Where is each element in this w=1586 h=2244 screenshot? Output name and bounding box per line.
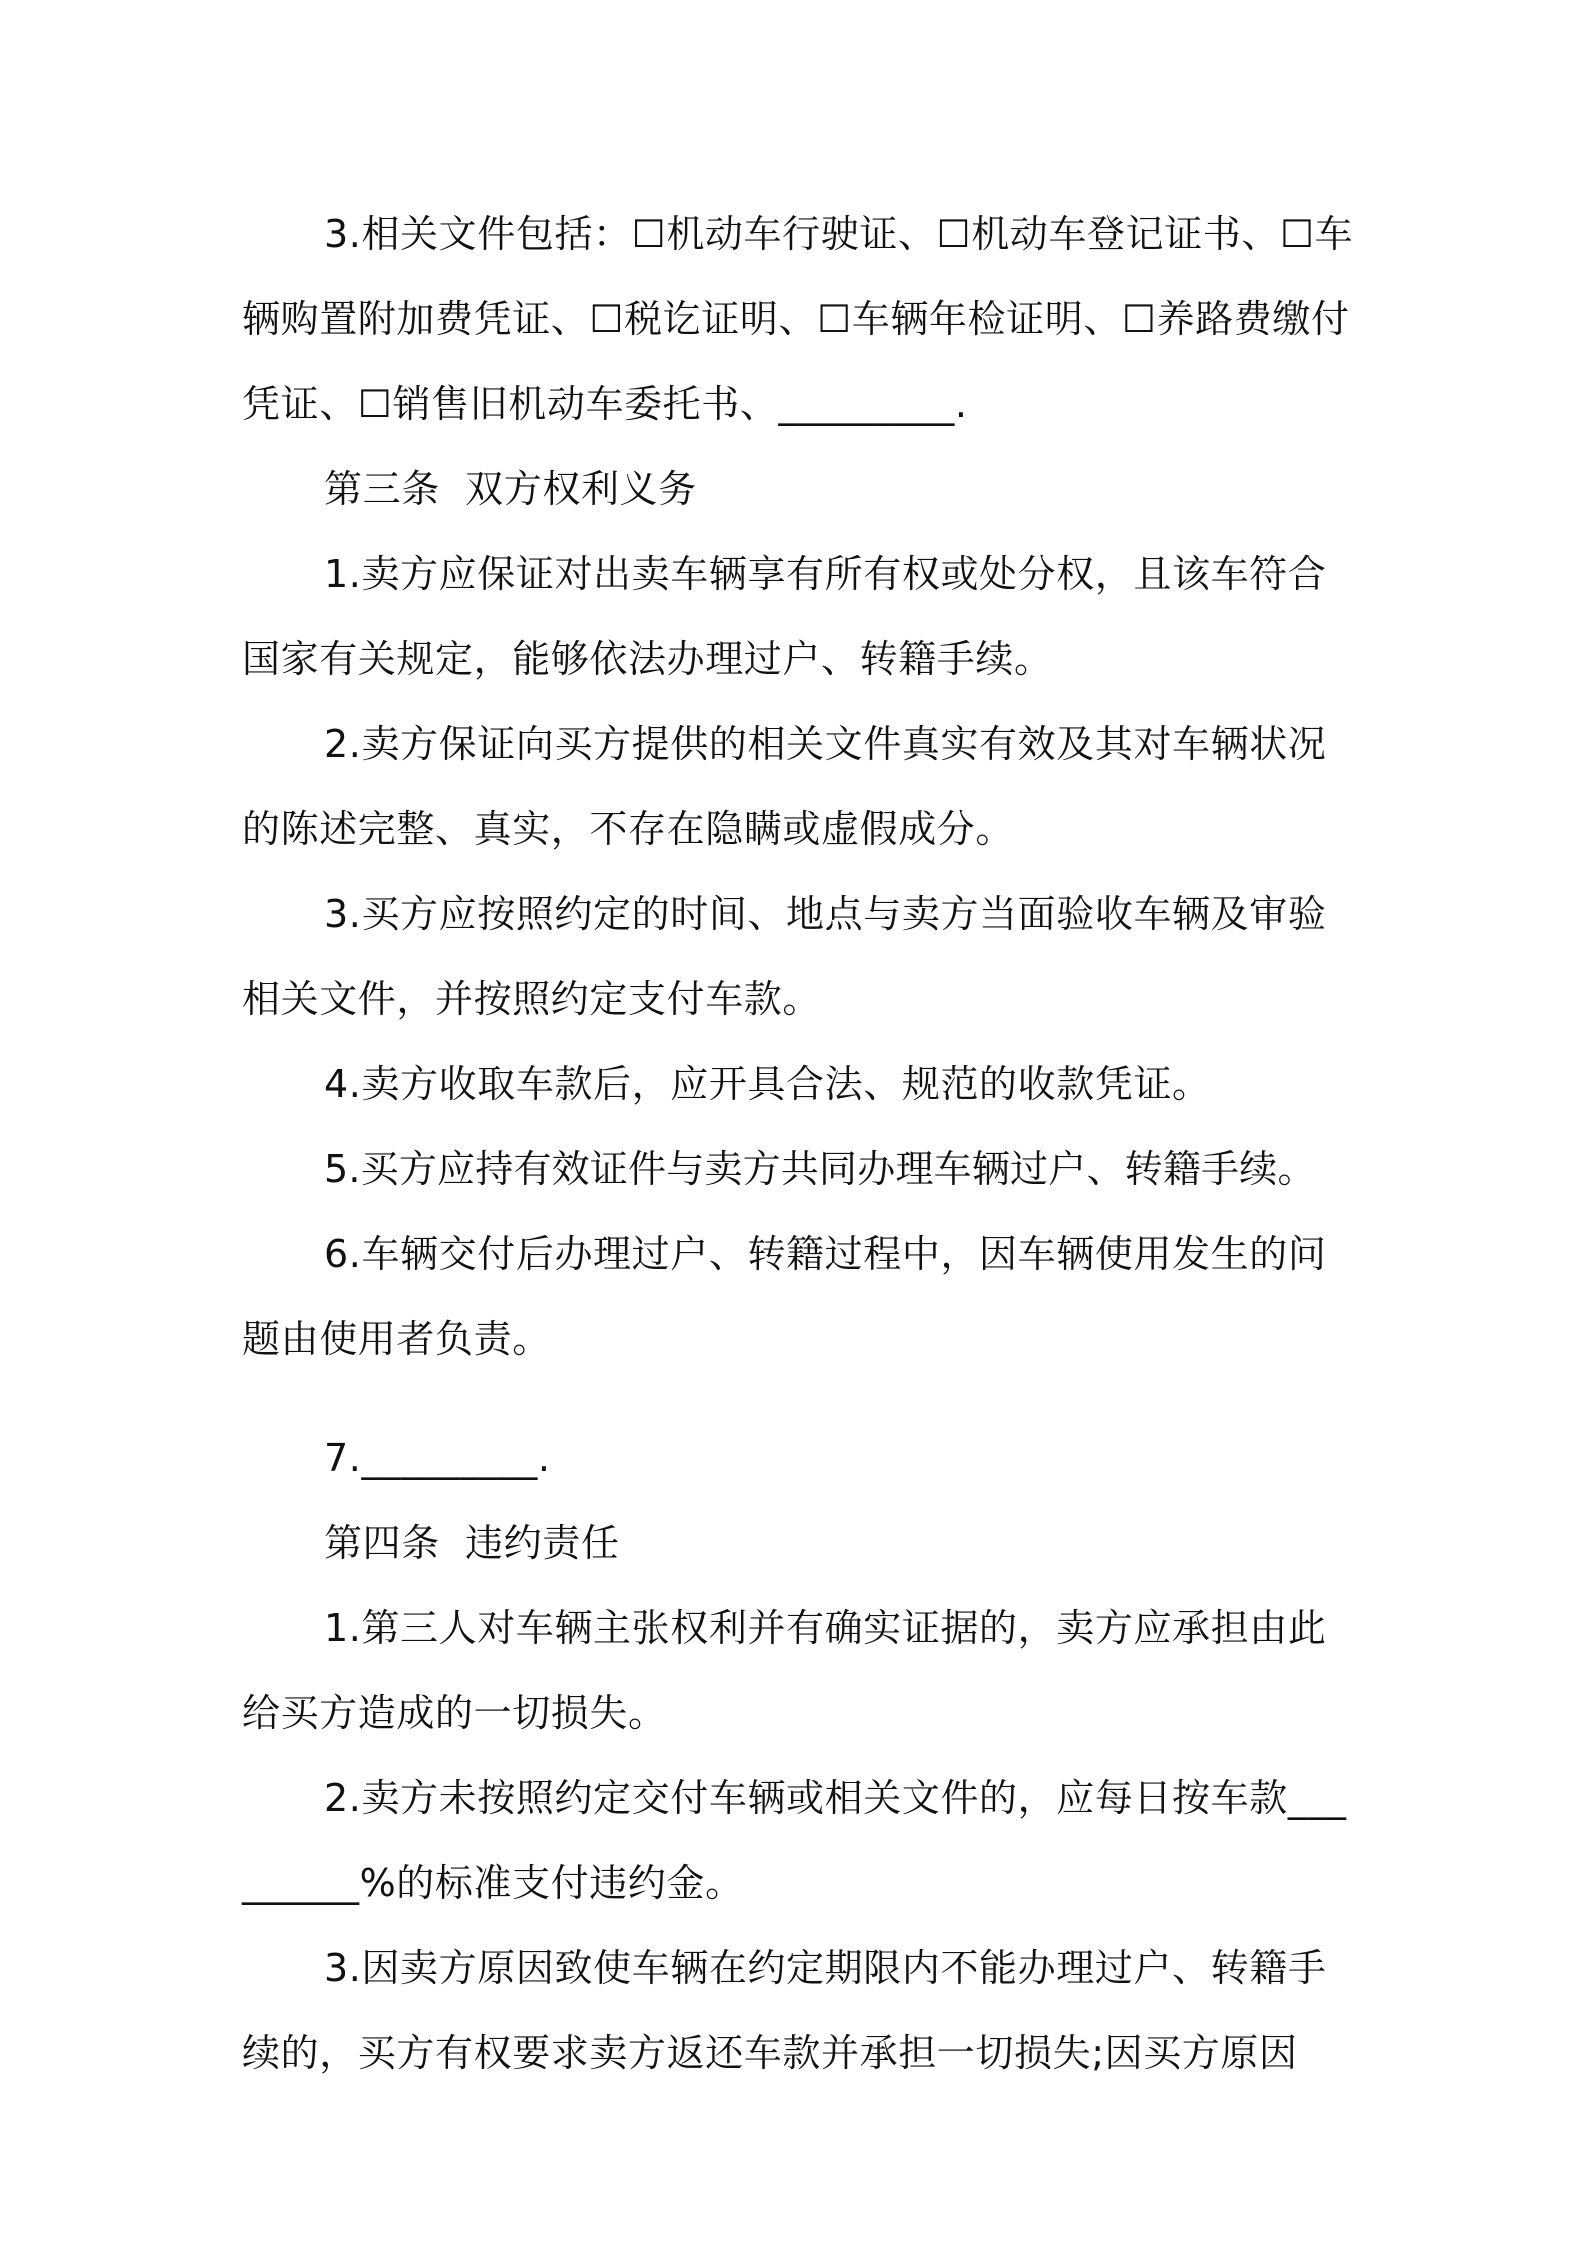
clause-2-item-3-documents: 3.相关文件包括：☐机动车行驶证、☐机动车登记证书、☐车辆购置附加费凭证、☐税讫证明、☐车辆年检证明、☐养路费缴付凭证、☐销售旧机动车委托书、_________. [242,212,1354,426]
article-3-item-2: 2.卖方保证向买方提供的相关文件真实有效及其对车辆状况的陈述完整、真实，不存在隐瞒或虚假成分。 [242,722,1327,851]
article-4-item-3: 3.因卖方原因致使车辆在约定期限内不能办理过户、转籍手续的，买方有权要求卖方返还车款并承担一切损失;因买方原因 [242,1946,1327,2075]
article-3-item-6: 6.车辆交付后办理过户、转籍过程中，因车辆使用发生的问题由使用者负责。 [242,1232,1327,1361]
article-3-item-7: 7._________. [324,1436,551,1480]
article-4-item-2: 2.卖方未按照约定交付车辆或相关文件的，应每日按车款_________%的标准支付违约金。 [242,1776,1347,1905]
article-3-item-5: 5.买方应持有效证件与卖方共同办理车辆过户、转籍手续。 [324,1147,1316,1191]
article-4-heading: 第四条 违约责任 [324,1521,620,1565]
article-3-item-4: 4.卖方收取车款后，应开具合法、规范的收款凭证。 [324,1062,1211,1106]
article-3-item-1: 1.卖方应保证对出卖车辆享有所有权或处分权，且该车符合国家有关规定，能够依法办理过户、转籍手续。 [242,552,1327,681]
article-3-item-3: 3.买方应按照约定的时间、地点与卖方当面验收车辆及审验相关文件，并按照约定支付车款。 [242,892,1327,1021]
article-3-heading: 第三条 双方权利义务 [324,467,697,511]
article-4-item-1: 1.第三人对车辆主张权利并有确实证据的，卖方应承担由此给买方造成的一切损失。 [242,1606,1327,1735]
document-body [242,192,1358,2096]
